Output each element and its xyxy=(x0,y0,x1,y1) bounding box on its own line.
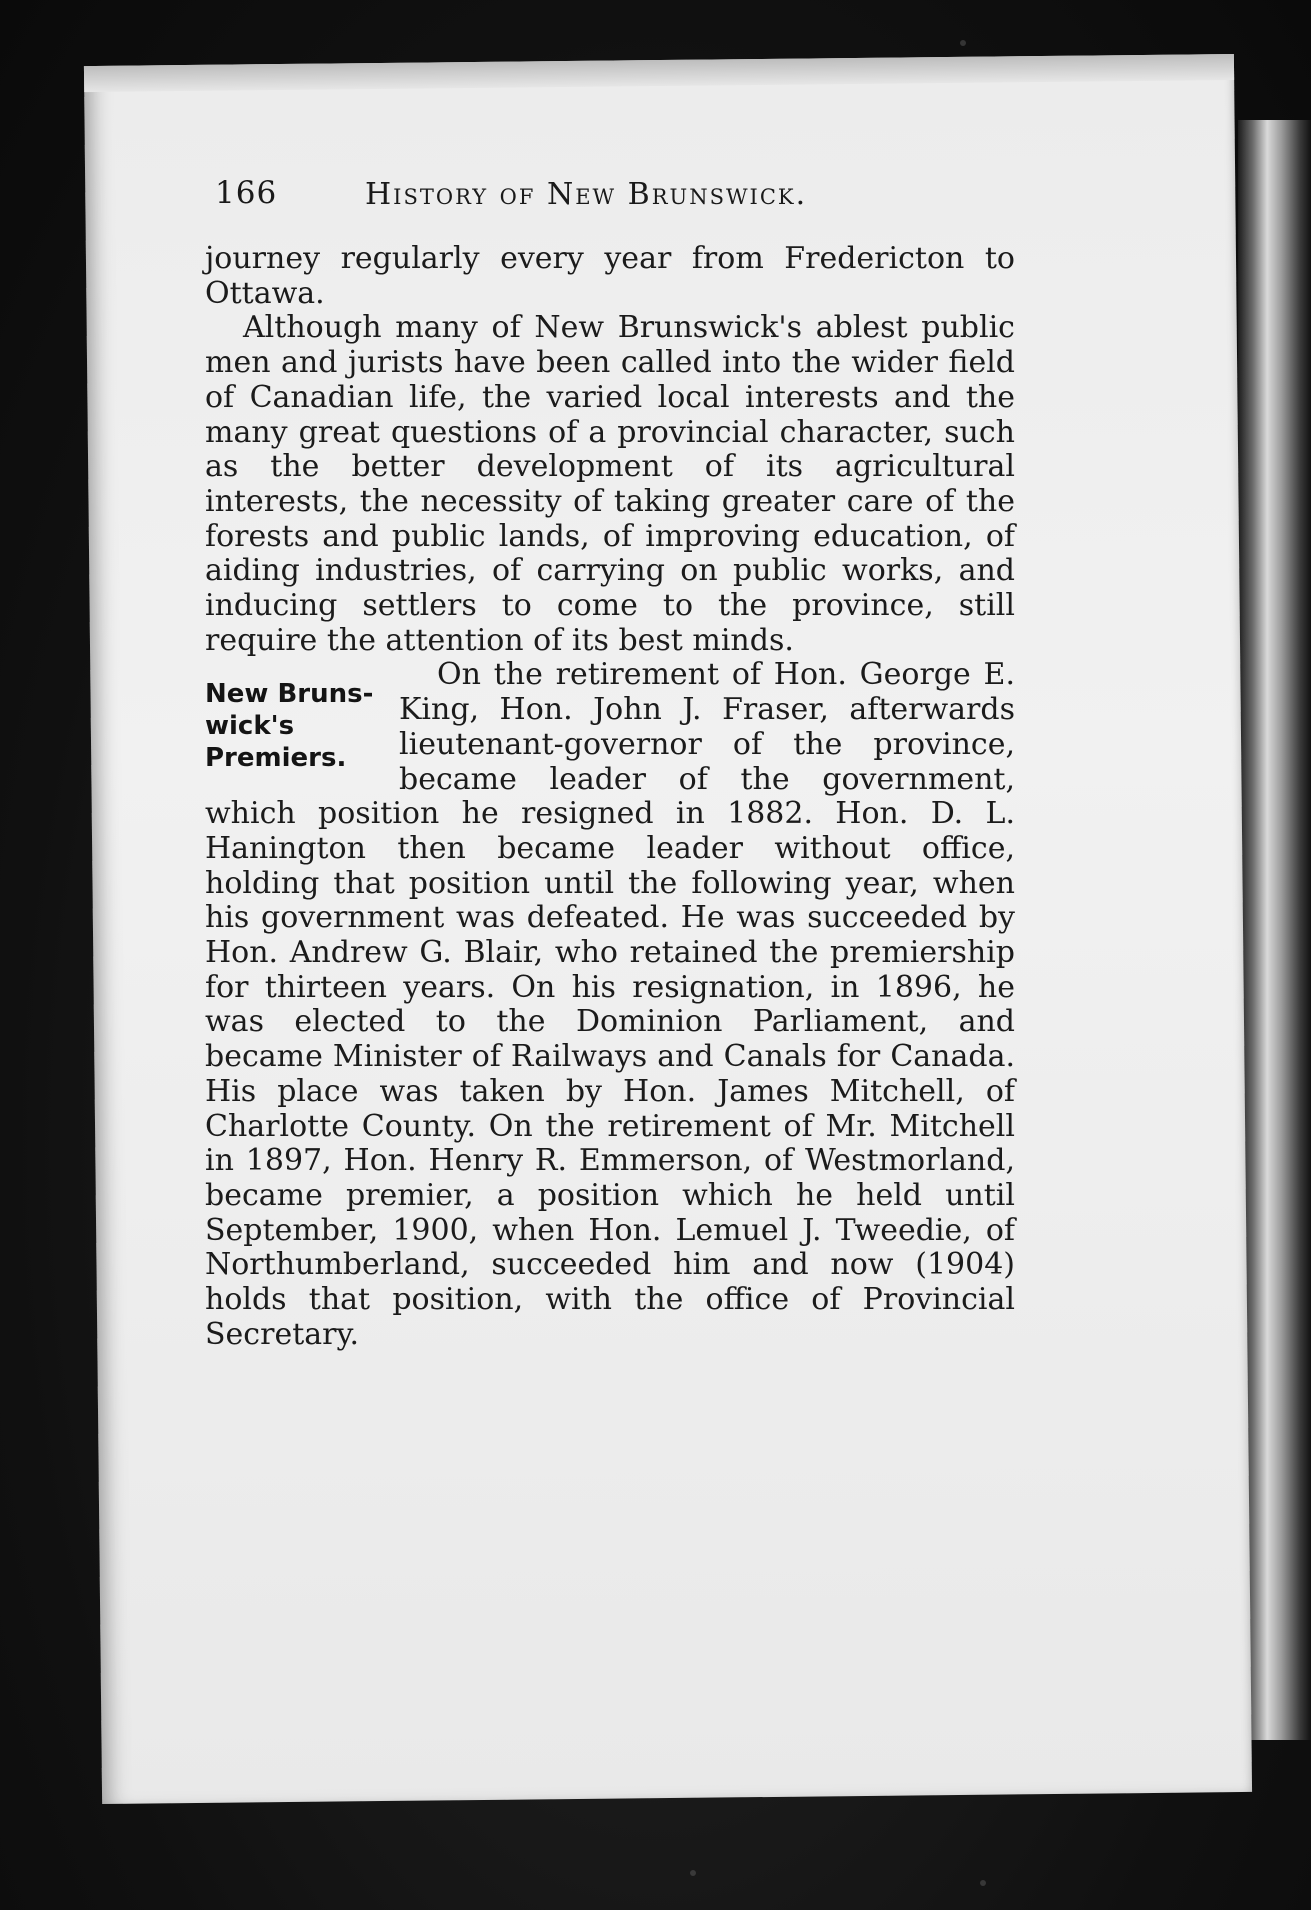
sidenote-line: wick's xyxy=(205,711,295,742)
sidenote-line: New Bruns- xyxy=(205,679,374,710)
paragraph-continuation: journey regularly every year from Fredericton to Ottawa. xyxy=(205,241,1015,311)
body-text xyxy=(205,242,1015,1353)
running-head: History of New Brunswick. xyxy=(365,177,808,212)
sidenote-line: Premiers. xyxy=(205,743,347,774)
page-header xyxy=(215,175,1015,225)
margin-sidenote xyxy=(205,678,375,774)
dust-speck xyxy=(690,1870,696,1876)
dust-speck xyxy=(960,40,966,46)
premiers-section xyxy=(205,658,1015,1352)
paragraph-public-men: Although many of New Brunswick's ablest public men and jurists have been called into the wider field of Canadian life, the varied local interests and the many great questions of a provincial character, such as the better development of its agricultural interests, the necessity of taking greater care of the forests and public lands, of improving education, of aiding industries, of carrying on public works, and inducing settlers to come to the province, still require the attention of its best minds. xyxy=(205,310,1015,658)
dust-speck xyxy=(980,1880,986,1886)
page-top-edge xyxy=(84,54,1234,92)
paragraph-premiers: On the retirement of Hon. George E. King, Hon. John J. Fraser, afterwards lieutenant-governor of the province, became leader of the government, which position he resigned in 1882. Hon. D. L. Hanington then became leader without office, holding that position until the following year, when his government was defeated. He was succeeded by Hon. Andrew G. Blair, who retained the premiership for thirteen years. On his resignation, in 1896, he was elected to the Dominion Parliament, and became Minister of Railways and Canals for Canada. His place was taken by Hon. James Mitchell, of Charlotte County. On the retirement of Mr. Mitchell in 1897, Hon. Henry R. Emmerson, of Westmorland, became premier, a position which he held until September, 1900, when Hon. Lemuel J. Tweedie, of Northumberland, succeeded him and now (1904) holds that position, with the office of Provincial Secretary. xyxy=(205,657,1015,1352)
page-number: 166 xyxy=(215,175,278,211)
